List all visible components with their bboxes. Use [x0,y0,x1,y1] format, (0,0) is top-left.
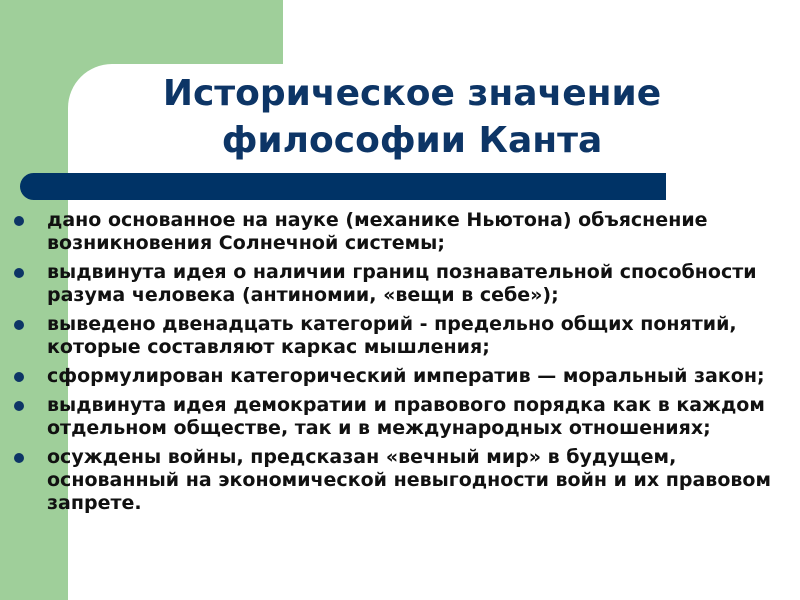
bullet-dot-icon [14,372,24,382]
bullet-dot-icon [14,401,24,411]
bullet-dot-icon [14,216,24,226]
bullet-text: выведено двенадцать категорий - предельно общих понятий, которые составляют каркас мышления; [47,313,737,358]
bullet-text: осуждены войны, предсказан «вечный мир» в будущем, основанный на экономической невыгодности войн и их правовом запрете. [47,446,771,514]
bullet-text: выдвинута идея о наличии границ познавательной способности разума человека (антиномии, «вещи в себе»); [47,261,757,306]
title-underline-bar [20,173,666,200]
bullet-item-6 [14,446,784,515]
bullet-dot-icon [14,268,24,278]
bullet-item-5 [14,394,784,440]
bullet-dot-icon [14,320,24,330]
bullet-list [14,209,784,521]
title-line-2: философии Канта [221,120,603,161]
bullet-item-1 [14,209,784,255]
bullet-text: дано основанное на науке (механике Ньютона) объяснение возникновения Солнечной системы; [47,209,708,254]
bullet-text: выдвинута идея демократии и правового порядка как в каждом отдельном обществе, так и в международных отношениях; [47,394,765,439]
bullet-text: сформулирован категорический императив — моральный закон; [47,365,765,387]
bullet-dot-icon [14,453,24,463]
slide-title [112,70,712,164]
bullet-item-2 [14,261,784,307]
title-line-1: Историческое значение [162,73,662,114]
bullet-item-3 [14,313,784,359]
bullet-item-4 [14,365,784,388]
